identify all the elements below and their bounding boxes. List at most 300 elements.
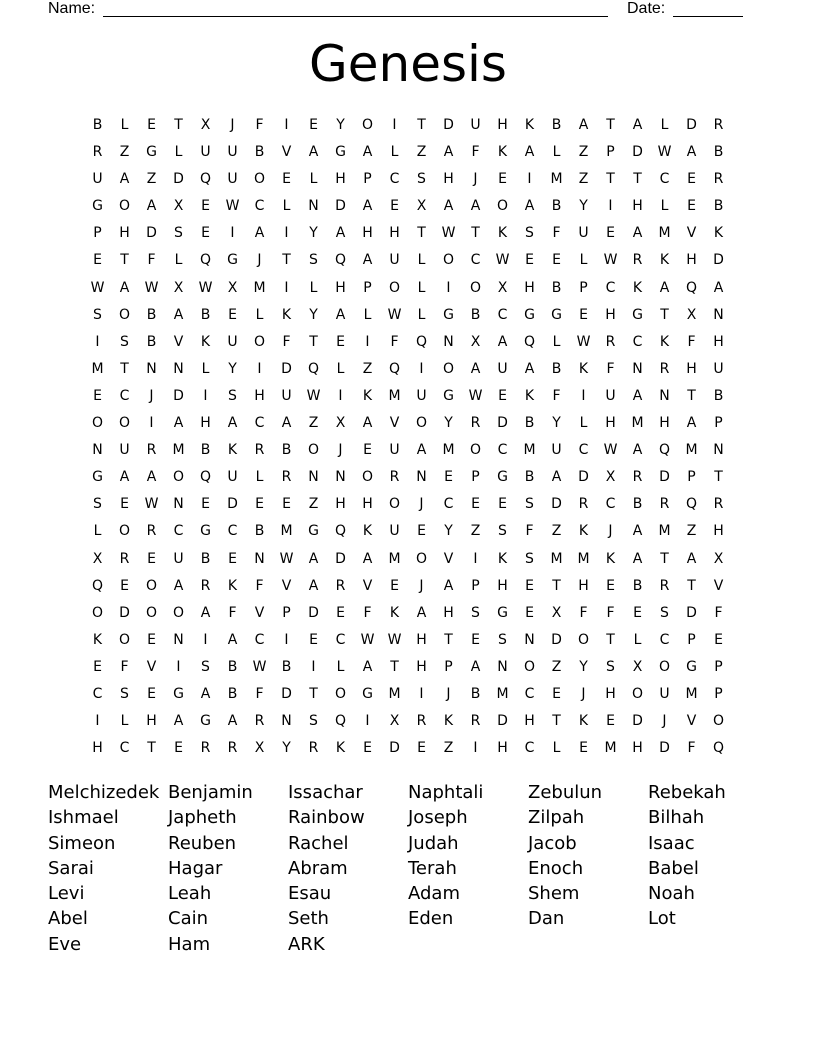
grid-letter[interactable]: O: [415, 550, 428, 567]
grid-letter[interactable]: Q: [685, 279, 698, 296]
grid-letter[interactable]: T: [282, 252, 291, 269]
grid-letter[interactable]: A: [173, 577, 184, 594]
grid-letter[interactable]: A: [443, 144, 454, 161]
grid-letter[interactable]: A: [443, 577, 454, 594]
grid-letter[interactable]: J: [581, 685, 586, 702]
grid-letter[interactable]: M: [577, 550, 590, 567]
grid-letter[interactable]: Q: [91, 577, 104, 594]
grid-letter[interactable]: G: [335, 144, 346, 161]
grid-letter[interactable]: H: [416, 631, 427, 648]
grid-letter[interactable]: P: [687, 631, 696, 648]
grid-letter[interactable]: A: [470, 658, 481, 675]
grid-letter[interactable]: E: [120, 577, 129, 594]
grid-letter[interactable]: A: [416, 442, 427, 459]
grid-letter[interactable]: S: [525, 225, 534, 242]
grid-letter[interactable]: I: [365, 333, 370, 350]
grid-letter[interactable]: O: [118, 631, 131, 648]
grid-letter[interactable]: E: [552, 685, 561, 702]
grid-letter[interactable]: R: [578, 496, 589, 513]
grid-letter[interactable]: A: [497, 333, 508, 350]
grid-letter[interactable]: L: [660, 198, 669, 215]
grid-letter[interactable]: B: [470, 685, 481, 702]
grid-letter[interactable]: Q: [685, 496, 698, 513]
grid-letter[interactable]: H: [146, 713, 157, 730]
grid-letter[interactable]: I: [95, 713, 100, 730]
grid-letter[interactable]: A: [281, 415, 292, 432]
grid-letter[interactable]: J: [257, 252, 262, 269]
grid-letter[interactable]: F: [255, 685, 264, 702]
grid-letter[interactable]: Z: [551, 523, 562, 540]
grid-letter[interactable]: U: [173, 550, 184, 567]
grid-letter[interactable]: B: [92, 117, 103, 133]
grid-letter[interactable]: L: [309, 171, 318, 188]
grid-letter[interactable]: D: [659, 740, 670, 757]
grid-letter[interactable]: N: [281, 713, 292, 730]
grid-letter[interactable]: X: [254, 740, 265, 757]
grid-letter[interactable]: O: [172, 469, 185, 486]
grid-letter[interactable]: H: [632, 198, 643, 215]
grid-letter[interactable]: F: [606, 604, 615, 621]
grid-letter[interactable]: O: [91, 415, 104, 432]
grid-letter[interactable]: A: [119, 171, 130, 188]
grid-letter[interactable]: L: [417, 252, 426, 269]
grid-letter[interactable]: T: [417, 225, 426, 242]
grid-letter[interactable]: D: [281, 685, 292, 702]
grid-letter[interactable]: B: [227, 685, 238, 702]
grid-letter[interactable]: O: [145, 604, 158, 621]
grid-letter[interactable]: K: [659, 252, 670, 269]
grid-letter[interactable]: N: [335, 469, 346, 486]
grid-letter[interactable]: T: [444, 631, 453, 648]
grid-letter[interactable]: D: [686, 604, 697, 621]
grid-letter[interactable]: C: [578, 442, 589, 459]
grid-letter[interactable]: N: [632, 360, 643, 377]
grid-letter[interactable]: C: [389, 171, 400, 188]
grid-letter[interactable]: M: [91, 360, 104, 377]
grid-letter[interactable]: U: [578, 225, 589, 242]
grid-letter[interactable]: O: [361, 117, 374, 133]
grid-letter[interactable]: A: [335, 225, 346, 242]
grid-letter[interactable]: T: [606, 117, 615, 133]
grid-letter[interactable]: P: [714, 415, 723, 432]
grid-letter[interactable]: T: [606, 631, 615, 648]
grid-letter[interactable]: I: [473, 550, 478, 567]
grid-letter[interactable]: S: [660, 604, 669, 621]
grid-letter[interactable]: G: [524, 306, 535, 323]
grid-letter[interactable]: A: [524, 360, 535, 377]
grid-letter[interactable]: A: [524, 144, 535, 161]
grid-letter[interactable]: T: [714, 469, 723, 486]
grid-letter[interactable]: B: [200, 550, 211, 567]
grid-letter[interactable]: I: [527, 171, 532, 188]
grid-letter[interactable]: Z: [470, 523, 481, 540]
grid-letter[interactable]: T: [120, 360, 129, 377]
grid-letter[interactable]: D: [578, 469, 589, 486]
grid-letter[interactable]: K: [497, 550, 508, 567]
grid-letter[interactable]: O: [334, 685, 347, 702]
grid-letter[interactable]: X: [335, 415, 346, 432]
grid-letter[interactable]: L: [255, 469, 264, 486]
grid-letter[interactable]: A: [362, 550, 373, 567]
grid-letter[interactable]: H: [335, 279, 346, 296]
grid-letter[interactable]: L: [552, 740, 561, 757]
grid-letter[interactable]: H: [713, 333, 724, 350]
grid-letter[interactable]: R: [389, 469, 400, 486]
grid-letter[interactable]: E: [363, 740, 372, 757]
grid-letter[interactable]: L: [552, 144, 561, 161]
grid-letter[interactable]: R: [335, 577, 346, 594]
grid-letter[interactable]: H: [443, 604, 454, 621]
grid-letter[interactable]: U: [227, 171, 238, 188]
grid-letter[interactable]: P: [579, 279, 588, 296]
grid-letter[interactable]: A: [362, 198, 373, 215]
grid-letter[interactable]: I: [284, 631, 289, 648]
grid-letter[interactable]: H: [200, 415, 211, 432]
grid-letter[interactable]: U: [416, 387, 427, 404]
grid-letter[interactable]: I: [284, 117, 289, 133]
grid-letter[interactable]: N: [146, 360, 157, 377]
grid-letter[interactable]: D: [632, 144, 643, 161]
grid-letter[interactable]: V: [686, 225, 697, 242]
grid-letter[interactable]: S: [606, 658, 615, 675]
grid-letter[interactable]: B: [713, 198, 724, 215]
grid-letter[interactable]: L: [552, 333, 561, 350]
grid-letter[interactable]: P: [363, 171, 372, 188]
grid-letter[interactable]: K: [578, 713, 589, 730]
grid-letter[interactable]: K: [605, 550, 616, 567]
grid-letter[interactable]: E: [498, 171, 507, 188]
grid-letter[interactable]: P: [714, 658, 723, 675]
grid-letter[interactable]: F: [714, 604, 723, 621]
grid-letter[interactable]: I: [95, 333, 100, 350]
grid-letter[interactable]: K: [227, 577, 238, 594]
grid-letter[interactable]: R: [713, 171, 724, 188]
grid-letter[interactable]: Z: [119, 144, 130, 161]
grid-letter[interactable]: D: [173, 171, 184, 188]
grid-letter[interactable]: E: [174, 740, 183, 757]
grid-letter[interactable]: O: [388, 496, 401, 513]
grid-letter[interactable]: I: [419, 360, 424, 377]
grid-letter[interactable]: V: [281, 144, 292, 161]
grid-letter[interactable]: U: [200, 144, 211, 161]
grid-letter[interactable]: H: [524, 713, 535, 730]
grid-letter[interactable]: L: [417, 306, 426, 323]
grid-letter[interactable]: L: [363, 306, 372, 323]
grid-letter[interactable]: G: [173, 685, 184, 702]
grid-letter[interactable]: R: [308, 740, 319, 757]
grid-letter[interactable]: H: [686, 360, 697, 377]
grid-letter[interactable]: J: [419, 577, 424, 594]
grid-letter[interactable]: M: [388, 550, 401, 567]
grid-letter[interactable]: W: [252, 658, 267, 675]
grid-letter[interactable]: W: [279, 550, 294, 567]
grid-letter[interactable]: E: [93, 658, 102, 675]
grid-letter[interactable]: M: [658, 523, 671, 540]
grid-letter[interactable]: B: [551, 360, 562, 377]
grid-letter[interactable]: I: [284, 279, 289, 296]
grid-letter[interactable]: E: [255, 496, 264, 513]
grid-letter[interactable]: U: [713, 360, 724, 377]
grid-letter[interactable]: R: [632, 252, 643, 269]
grid-letter[interactable]: H: [335, 171, 346, 188]
grid-letter[interactable]: N: [713, 442, 724, 459]
grid-letter[interactable]: A: [119, 469, 130, 486]
grid-letter[interactable]: K: [227, 442, 238, 459]
grid-letter[interactable]: B: [227, 658, 238, 675]
grid-letter[interactable]: V: [146, 658, 157, 675]
grid-letter[interactable]: T: [660, 306, 669, 323]
grid-letter[interactable]: U: [605, 387, 616, 404]
grid-letter[interactable]: E: [498, 496, 507, 513]
grid-letter[interactable]: M: [280, 523, 293, 540]
grid-letter[interactable]: E: [228, 550, 237, 567]
grid-letter[interactable]: E: [471, 496, 480, 513]
grid-letter[interactable]: E: [606, 577, 615, 594]
grid-letter[interactable]: U: [659, 685, 670, 702]
grid-letter[interactable]: E: [363, 442, 372, 459]
grid-letter[interactable]: H: [92, 740, 103, 757]
grid-letter[interactable]: R: [659, 360, 670, 377]
grid-letter[interactable]: H: [119, 225, 130, 242]
grid-letter[interactable]: I: [446, 279, 451, 296]
grid-letter[interactable]: A: [362, 415, 373, 432]
grid-letter[interactable]: B: [713, 387, 724, 404]
grid-letter[interactable]: L: [282, 198, 291, 215]
grid-letter[interactable]: C: [119, 387, 130, 404]
grid-letter[interactable]: S: [309, 713, 318, 730]
grid-letter[interactable]: M: [388, 387, 401, 404]
grid-letter[interactable]: Q: [388, 360, 401, 377]
grid-letter[interactable]: N: [173, 631, 184, 648]
grid-letter[interactable]: P: [606, 144, 615, 161]
grid-letter[interactable]: C: [443, 496, 454, 513]
grid-letter[interactable]: O: [91, 604, 104, 621]
grid-letter[interactable]: E: [147, 631, 156, 648]
grid-letter[interactable]: B: [470, 306, 481, 323]
grid-letter[interactable]: H: [497, 577, 508, 594]
grid-letter[interactable]: H: [362, 225, 373, 242]
grid-letter[interactable]: T: [552, 577, 561, 594]
grid-letter[interactable]: C: [92, 685, 103, 702]
grid-letter[interactable]: B: [632, 577, 643, 594]
grid-letter[interactable]: I: [230, 225, 235, 242]
grid-letter[interactable]: E: [579, 306, 588, 323]
grid-letter[interactable]: D: [497, 415, 508, 432]
grid-letter[interactable]: E: [633, 604, 642, 621]
grid-letter[interactable]: I: [581, 387, 586, 404]
grid-letter[interactable]: C: [173, 523, 184, 540]
grid-letter[interactable]: K: [281, 306, 292, 323]
grid-letter[interactable]: R: [227, 740, 238, 757]
grid-letter[interactable]: T: [120, 252, 129, 269]
grid-letter[interactable]: N: [254, 550, 265, 567]
date-field[interactable]: [673, 0, 743, 17]
grid-letter[interactable]: W: [657, 144, 672, 161]
grid-letter[interactable]: Z: [443, 740, 454, 757]
grid-letter[interactable]: U: [92, 171, 103, 188]
grid-letter[interactable]: R: [200, 577, 211, 594]
grid-letter[interactable]: W: [144, 279, 159, 296]
grid-letter[interactable]: N: [713, 306, 724, 323]
grid-letter[interactable]: Q: [334, 523, 347, 540]
grid-letter[interactable]: F: [147, 252, 156, 269]
grid-letter[interactable]: T: [687, 577, 696, 594]
grid-letter[interactable]: O: [523, 658, 536, 675]
grid-letter[interactable]: A: [470, 198, 481, 215]
grid-letter[interactable]: D: [146, 225, 157, 242]
grid-letter[interactable]: X: [632, 658, 643, 675]
grid-letter[interactable]: L: [390, 144, 399, 161]
grid-letter[interactable]: F: [525, 523, 534, 540]
grid-letter[interactable]: C: [605, 279, 616, 296]
grid-letter[interactable]: N: [659, 387, 670, 404]
grid-letter[interactable]: W: [495, 252, 510, 269]
grid-letter[interactable]: Z: [308, 496, 319, 513]
grid-letter[interactable]: E: [147, 117, 156, 133]
grid-letter[interactable]: O: [442, 252, 455, 269]
grid-letter[interactable]: I: [419, 685, 424, 702]
grid-letter[interactable]: D: [551, 496, 562, 513]
grid-letter[interactable]: S: [93, 306, 102, 323]
grid-letter[interactable]: U: [551, 442, 562, 459]
grid-letter[interactable]: X: [551, 604, 562, 621]
grid-letter[interactable]: W: [144, 496, 159, 513]
grid-letter[interactable]: O: [118, 523, 131, 540]
grid-letter[interactable]: E: [309, 117, 318, 133]
grid-letter[interactable]: R: [659, 577, 670, 594]
grid-letter[interactable]: K: [362, 523, 373, 540]
grid-letter[interactable]: F: [552, 387, 561, 404]
grid-letter[interactable]: H: [605, 685, 616, 702]
grid-letter[interactable]: E: [120, 496, 129, 513]
grid-letter[interactable]: B: [254, 523, 265, 540]
grid-letter[interactable]: B: [713, 144, 724, 161]
grid-letter[interactable]: G: [632, 306, 643, 323]
grid-letter[interactable]: G: [92, 469, 103, 486]
grid-letter[interactable]: B: [254, 144, 265, 161]
grid-letter[interactable]: D: [281, 360, 292, 377]
grid-letter[interactable]: L: [120, 117, 129, 133]
grid-letter[interactable]: Q: [334, 713, 347, 730]
grid-letter[interactable]: X: [713, 550, 724, 567]
grid-letter[interactable]: Y: [579, 658, 588, 675]
grid-letter[interactable]: C: [254, 198, 265, 215]
grid-letter[interactable]: H: [254, 387, 265, 404]
grid-letter[interactable]: J: [149, 387, 154, 404]
grid-letter[interactable]: A: [713, 279, 724, 296]
grid-letter[interactable]: X: [686, 306, 697, 323]
grid-letter[interactable]: F: [552, 225, 561, 242]
grid-letter[interactable]: E: [552, 252, 561, 269]
grid-letter[interactable]: D: [389, 740, 400, 757]
grid-letter[interactable]: N: [443, 333, 454, 350]
grid-letter[interactable]: H: [335, 496, 346, 513]
grid-letter[interactable]: M: [685, 685, 698, 702]
grid-letter[interactable]: I: [608, 198, 613, 215]
grid-letter[interactable]: O: [118, 198, 131, 215]
grid-letter[interactable]: I: [365, 713, 370, 730]
grid-letter[interactable]: U: [497, 360, 508, 377]
grid-letter[interactable]: H: [713, 523, 724, 540]
grid-letter[interactable]: S: [309, 252, 318, 269]
grid-letter[interactable]: V: [254, 604, 265, 621]
grid-letter[interactable]: F: [687, 333, 696, 350]
grid-letter[interactable]: X: [200, 117, 211, 133]
grid-letter[interactable]: O: [712, 713, 725, 730]
grid-letter[interactable]: J: [338, 442, 343, 459]
grid-letter[interactable]: A: [470, 360, 481, 377]
grid-letter[interactable]: Q: [334, 252, 347, 269]
grid-letter[interactable]: D: [686, 117, 697, 133]
grid-letter[interactable]: V: [443, 550, 454, 567]
grid-letter[interactable]: Q: [199, 469, 212, 486]
grid-letter[interactable]: C: [632, 333, 643, 350]
grid-letter[interactable]: M: [388, 685, 401, 702]
grid-letter[interactable]: B: [551, 279, 562, 296]
grid-letter[interactable]: Z: [578, 144, 589, 161]
grid-letter[interactable]: K: [497, 144, 508, 161]
grid-letter[interactable]: X: [92, 550, 103, 567]
grid-letter[interactable]: A: [632, 442, 643, 459]
grid-letter[interactable]: F: [120, 658, 129, 675]
grid-letter[interactable]: E: [201, 225, 210, 242]
grid-letter[interactable]: L: [201, 360, 210, 377]
grid-letter[interactable]: S: [120, 333, 129, 350]
grid-letter[interactable]: K: [200, 333, 211, 350]
grid-letter[interactable]: H: [605, 306, 616, 323]
grid-letter[interactable]: T: [174, 117, 183, 133]
grid-letter[interactable]: A: [416, 604, 427, 621]
grid-letter[interactable]: I: [473, 740, 478, 757]
grid-letter[interactable]: F: [471, 144, 480, 161]
grid-letter[interactable]: C: [335, 631, 346, 648]
grid-letter[interactable]: L: [660, 117, 669, 133]
grid-letter[interactable]: G: [497, 469, 508, 486]
grid-letter[interactable]: T: [309, 685, 318, 702]
grid-letter[interactable]: D: [335, 550, 346, 567]
grid-letter[interactable]: A: [632, 550, 643, 567]
grid-letter[interactable]: D: [551, 631, 562, 648]
grid-letter[interactable]: O: [631, 685, 644, 702]
grid-letter[interactable]: M: [442, 442, 455, 459]
grid-letter[interactable]: S: [174, 225, 183, 242]
grid-letter[interactable]: V: [173, 333, 184, 350]
grid-letter[interactable]: W: [360, 631, 375, 648]
grid-letter[interactable]: C: [497, 442, 508, 459]
grid-letter[interactable]: K: [578, 523, 589, 540]
grid-letter[interactable]: D: [335, 198, 346, 215]
grid-letter[interactable]: V: [362, 577, 373, 594]
grid-letter[interactable]: E: [606, 713, 615, 730]
grid-letter[interactable]: C: [605, 496, 616, 513]
grid-letter[interactable]: K: [713, 225, 724, 242]
grid-letter[interactable]: U: [119, 442, 130, 459]
grid-letter[interactable]: D: [227, 496, 238, 513]
grid-letter[interactable]: B: [146, 306, 157, 323]
grid-letter[interactable]: E: [417, 523, 426, 540]
grid-letter[interactable]: Q: [658, 442, 671, 459]
grid-letter[interactable]: F: [687, 740, 696, 757]
grid-letter[interactable]: E: [687, 198, 696, 215]
grid-letter[interactable]: G: [146, 144, 157, 161]
grid-letter[interactable]: B: [281, 442, 292, 459]
grid-letter[interactable]: O: [172, 604, 185, 621]
grid-letter[interactable]: G: [551, 306, 562, 323]
grid-letter[interactable]: V: [281, 577, 292, 594]
grid-letter[interactable]: P: [282, 604, 291, 621]
grid-letter[interactable]: D: [443, 117, 454, 133]
grid-letter[interactable]: D: [119, 604, 130, 621]
